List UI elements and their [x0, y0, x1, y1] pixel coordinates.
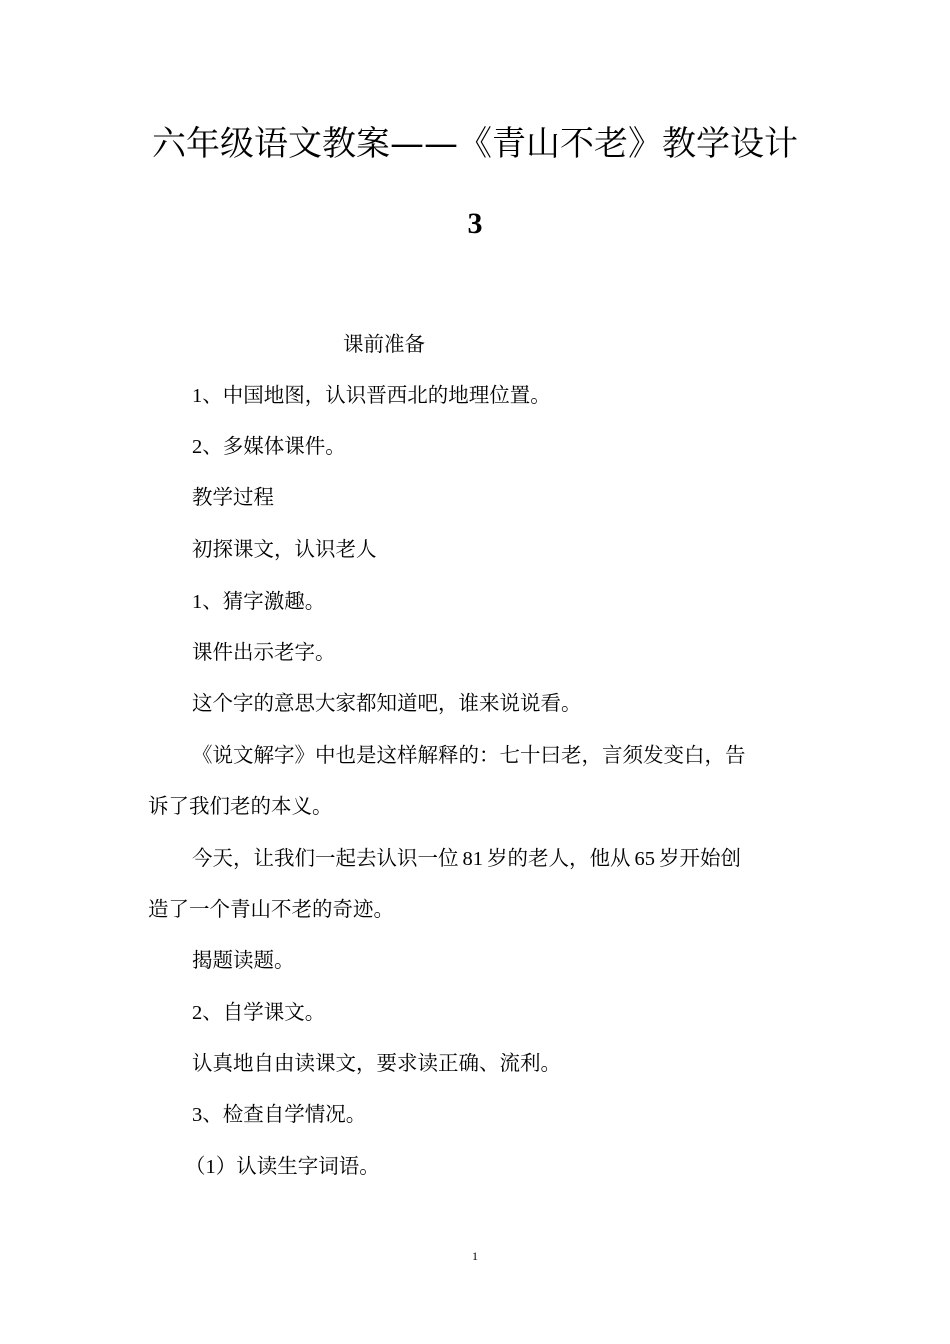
step-1-number: 1、 [192, 591, 223, 613]
sub-item-1-text: 认读生字词语。 [236, 1154, 380, 1178]
paragraph-shuowen-line-1: 《说文解字》中也是这样解释的：七十曰老，言须发变白，告 [192, 743, 746, 767]
sub-item-1-open-paren: （ [185, 1154, 206, 1178]
prep-item-2 [192, 432, 346, 461]
sub-item-1-number: 1 [205, 1156, 216, 1178]
step-3-text: 检查自学情况。 [222, 1102, 367, 1126]
paragraph-today-line-2: 造了一个青山不老的奇迹。 [148, 897, 394, 921]
step-2-number: 2、 [192, 1002, 223, 1024]
step-1 [192, 587, 325, 616]
step-3 [192, 1100, 366, 1129]
prep-item-1-text: 中国地图，认识晋西北的地理位置。 [222, 383, 551, 407]
step-3-number: 3、 [192, 1104, 223, 1126]
section-heading-prep: 课前准备 [343, 332, 425, 356]
prep-item-1 [192, 381, 551, 410]
sub-item-1-close-paren: ） [215, 1154, 237, 1178]
paragraph-today-text-c: 岁开始创 [659, 846, 741, 870]
paragraph-today-text-b: 岁的老人，他从 [487, 846, 631, 870]
step-2 [192, 998, 325, 1027]
prep-item-1-number: 1、 [192, 385, 223, 407]
page-number: 1 [472, 1249, 478, 1263]
document-title: 六年级语文教案——《青山不老》教学设计 [152, 124, 798, 164]
part-heading-1: 初探课文，认识老人 [192, 537, 377, 561]
paragraph-ask: 这个字的意思大家都知道吧，谁来说说看。 [192, 691, 582, 715]
paragraph-reveal-title: 揭题读题。 [192, 948, 295, 972]
paragraph-today-text-a: 今天，让我们一起去认识一位 [192, 846, 459, 870]
section-heading-process: 教学过程 [192, 485, 274, 509]
prep-item-2-number: 2、 [192, 436, 223, 458]
step-2-text: 自学课文。 [222, 1000, 326, 1024]
sub-item-1 [185, 1152, 380, 1181]
paragraph-today-number-2: 65 [634, 848, 655, 870]
paragraph-today-line-1 [192, 844, 741, 873]
document-title-number: 3 [467, 207, 483, 240]
step-1-text: 猜字激趣。 [222, 589, 326, 613]
paragraph-show-character: 课件出示老字。 [192, 640, 336, 664]
prep-item-2-text: 多媒体课件。 [222, 434, 346, 458]
paragraph-read-requirement: 认真地自由读课文，要求读正确、流利。 [192, 1051, 561, 1075]
paragraph-today-number-1: 81 [462, 848, 483, 870]
paragraph-shuowen-line-2: 诉了我们老的本义。 [148, 794, 333, 818]
